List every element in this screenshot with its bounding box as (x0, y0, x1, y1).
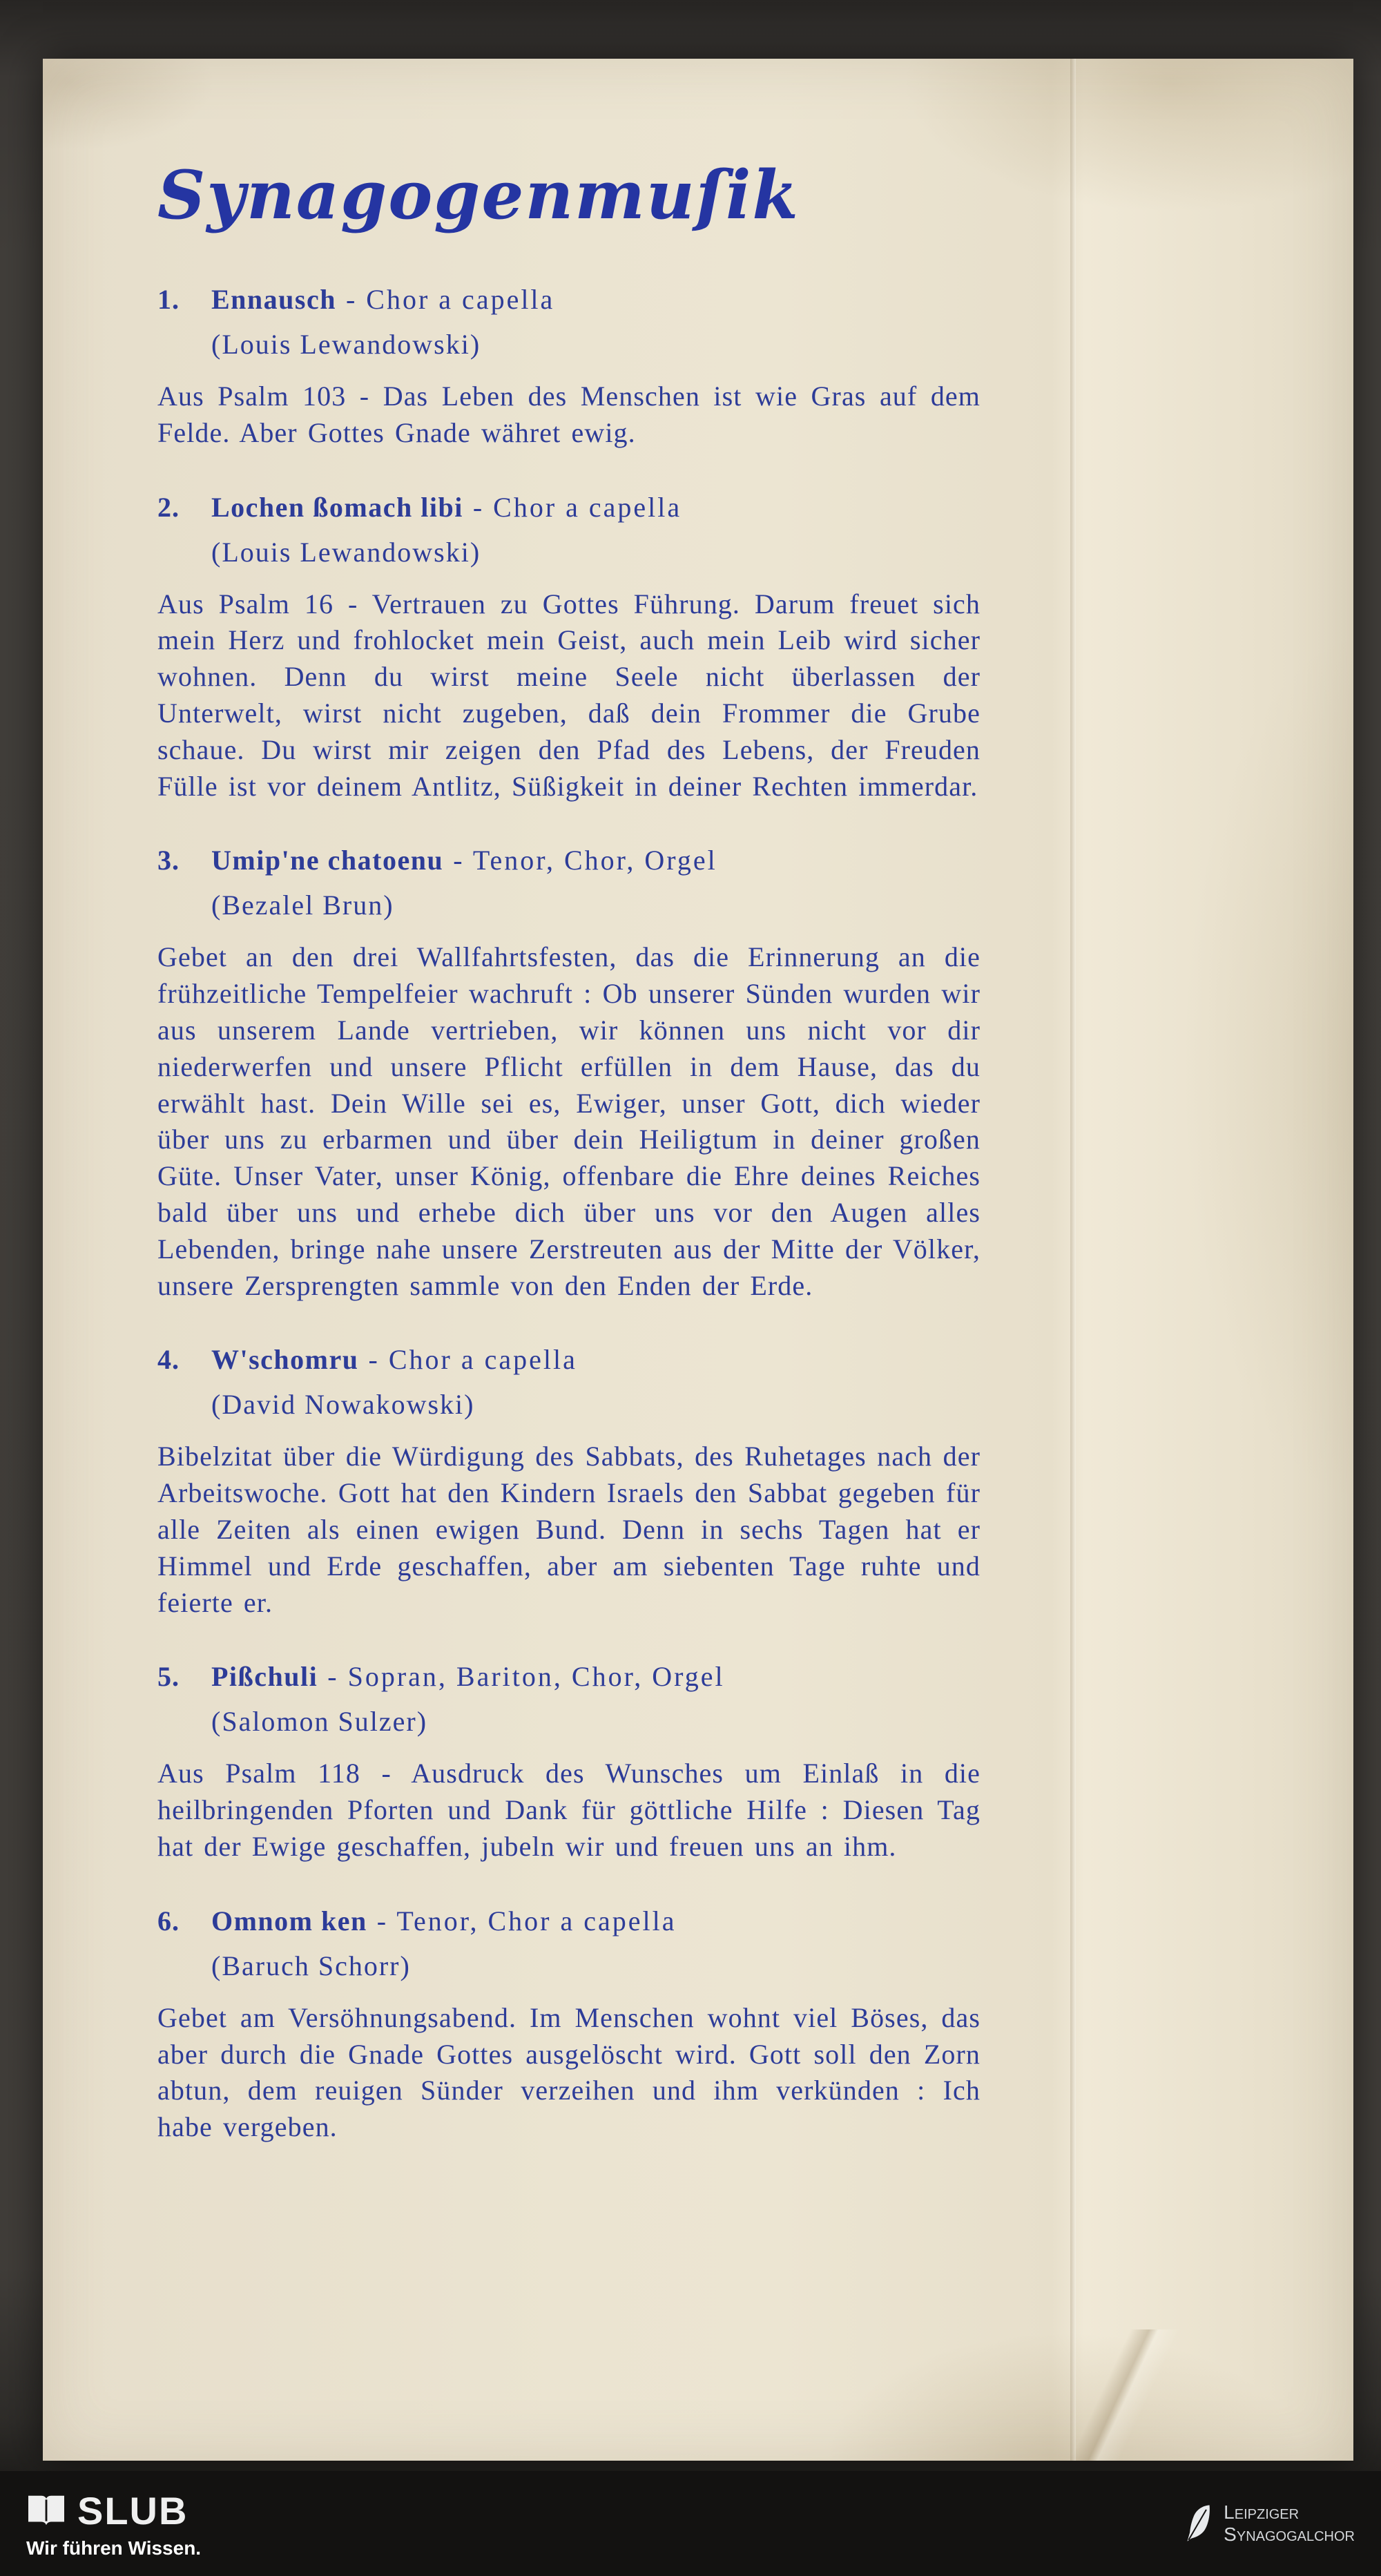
item-number: 6. (157, 1905, 180, 1936)
choir-logo (1184, 2501, 1355, 2546)
item-title: Pißchuli (211, 1661, 318, 1693)
item-ensemble: - Chor a capella (368, 1344, 577, 1376)
item-title: Ennausch (211, 284, 336, 315)
choir-name-line1: Leipziger (1224, 2501, 1300, 2523)
item-heading (157, 490, 981, 525)
program-item-4 (157, 1343, 981, 1621)
item-heading (157, 843, 981, 878)
item-number: 5. (157, 1661, 180, 1693)
item-number: 1. (157, 284, 180, 315)
page-title: Synagogenmuſik (157, 156, 800, 234)
item-title: Umip'ne chatoenu (211, 845, 444, 876)
feather-icon (1184, 2502, 1214, 2545)
item-heading (157, 282, 981, 317)
item-description: Gebet am Versöhnungsabend. Im Menschen wohnt viel Böses, das aber durch die Gnade Gottes ausgelöscht wird. Gott soll den Zorn abtun, dem reuigen Sünder verzeihen und ihm verkünden : Ich habe vergeben. (157, 2001, 981, 2143)
slub-logo (26, 2488, 201, 2559)
item-title: Lochen ßomach libi (211, 491, 463, 523)
item-heading (157, 1660, 981, 1694)
slub-tagline: Wir führen Wissen. (26, 2537, 202, 2559)
item-title: W'schomru (211, 1344, 359, 1376)
book-icon (26, 2492, 66, 2528)
item-composer: (Bezalel Brun) (211, 890, 394, 921)
item-description: Gebet an den drei Wallfahrtsfesten, das die Erinnerung an die frühzeitliche Tempelfeier wachruft : Ob unserer Sünden wurden wir aus unserem Lande vertrieben, wir können uns nicht vor dir niederwerfen und unsere Pflicht erfüllen in dem Hause, das du erwählt hast. Dein Wille sei es, Ewiger, unser Gott, dich wieder über uns zu erbarmen und über dein Heiligtum in deiner großen Güte. Unser Vater, unser König, offenbare die Ehre deines Reiches bald über uns und erhebe dich über uns vor den Augen alles Lebenden, bringe nahe unsere Zerstreuten aus der Mitte der Völker, unsere Zersprengten sammle von den Enden der Erde. (157, 941, 981, 1301)
choir-name (1224, 2501, 1355, 2546)
item-number: 3. (157, 845, 180, 876)
item-heading (157, 1904, 981, 1939)
item-ensemble: - Sopran, Bariton, Chor, Orgel (327, 1661, 725, 1693)
item-ensemble: - Tenor, Chor a capella (376, 1905, 677, 1936)
item-description: Aus Psalm 16 - Vertrauen zu Gottes Führung. Darum freuet sich mein Herz und frohlocket mein Geist, auch mein Leib wird sicher wohnen. Denn du wirst meine Seele nicht überlassen der Unterwelt, wirst nicht zugeben, daß dein Frommer die Grube schaue. Du wirst mir zeigen den Pfad des Lebens, der Freuden Fülle ist vor deinem Antlitz, Süßigkeit in deiner Rechten immerdar. (157, 588, 981, 802)
item-composer: (Baruch Schorr) (211, 1950, 411, 1981)
choir-name-line2: Synagogalchor (1224, 2524, 1355, 2545)
item-composer: (Louis Lewandowski) (211, 536, 481, 568)
footer-bar (0, 2471, 1381, 2576)
paper-crease (994, 2329, 1243, 2461)
slub-name: SLUB (77, 2488, 189, 2532)
program-item-6 (157, 1904, 981, 2146)
item-title: Omnom ken (211, 1905, 367, 1936)
item-description: Aus Psalm 118 - Ausdruck des Wunsches um Einlaß in die heilbringenden Pforten und Dank für göttliche Hilfe : Diesen Tag hat der Ewige geschaffen, jubeln wir und freuen uns an ihm. (157, 1758, 981, 1862)
item-composer: (David Nowakowski) (211, 1389, 475, 1421)
item-ensemble: - Chor a capella (472, 491, 682, 523)
item-composer: (Louis Lewandowski) (211, 329, 481, 360)
item-description: Bibelzitat über die Würdigung des Sabbats, des Ruhetages nach der Arbeitswoche. Gott hat den Kindern Israels den Sabbat gegeben für alle Zeiten als einen ewigen Bund. Denn in sechs Tagen hat er Himmel und Erde geschaffen, aber am siebenten Tage ruhte und feierte er. (157, 1441, 981, 1618)
program-item-1 (157, 282, 981, 452)
item-description: Aus Psalm 103 - Das Leben des Menschen ist wie Gras auf dem Felde. Aber Gottes Gnade währet ewig. (157, 381, 981, 448)
program-item-2 (157, 490, 981, 805)
item-composer: (Salomon Sulzer) (211, 1706, 428, 1738)
item-ensemble: - Tenor, Chor, Orgel (453, 845, 717, 876)
program-item-3 (157, 843, 981, 1304)
item-number: 4. (157, 1344, 180, 1376)
scanned-page (43, 59, 1353, 2461)
item-number: 2. (157, 491, 180, 523)
item-heading (157, 1343, 981, 1377)
program-item-5 (157, 1660, 981, 1865)
item-ensemble: - Chor a capella (345, 284, 555, 315)
